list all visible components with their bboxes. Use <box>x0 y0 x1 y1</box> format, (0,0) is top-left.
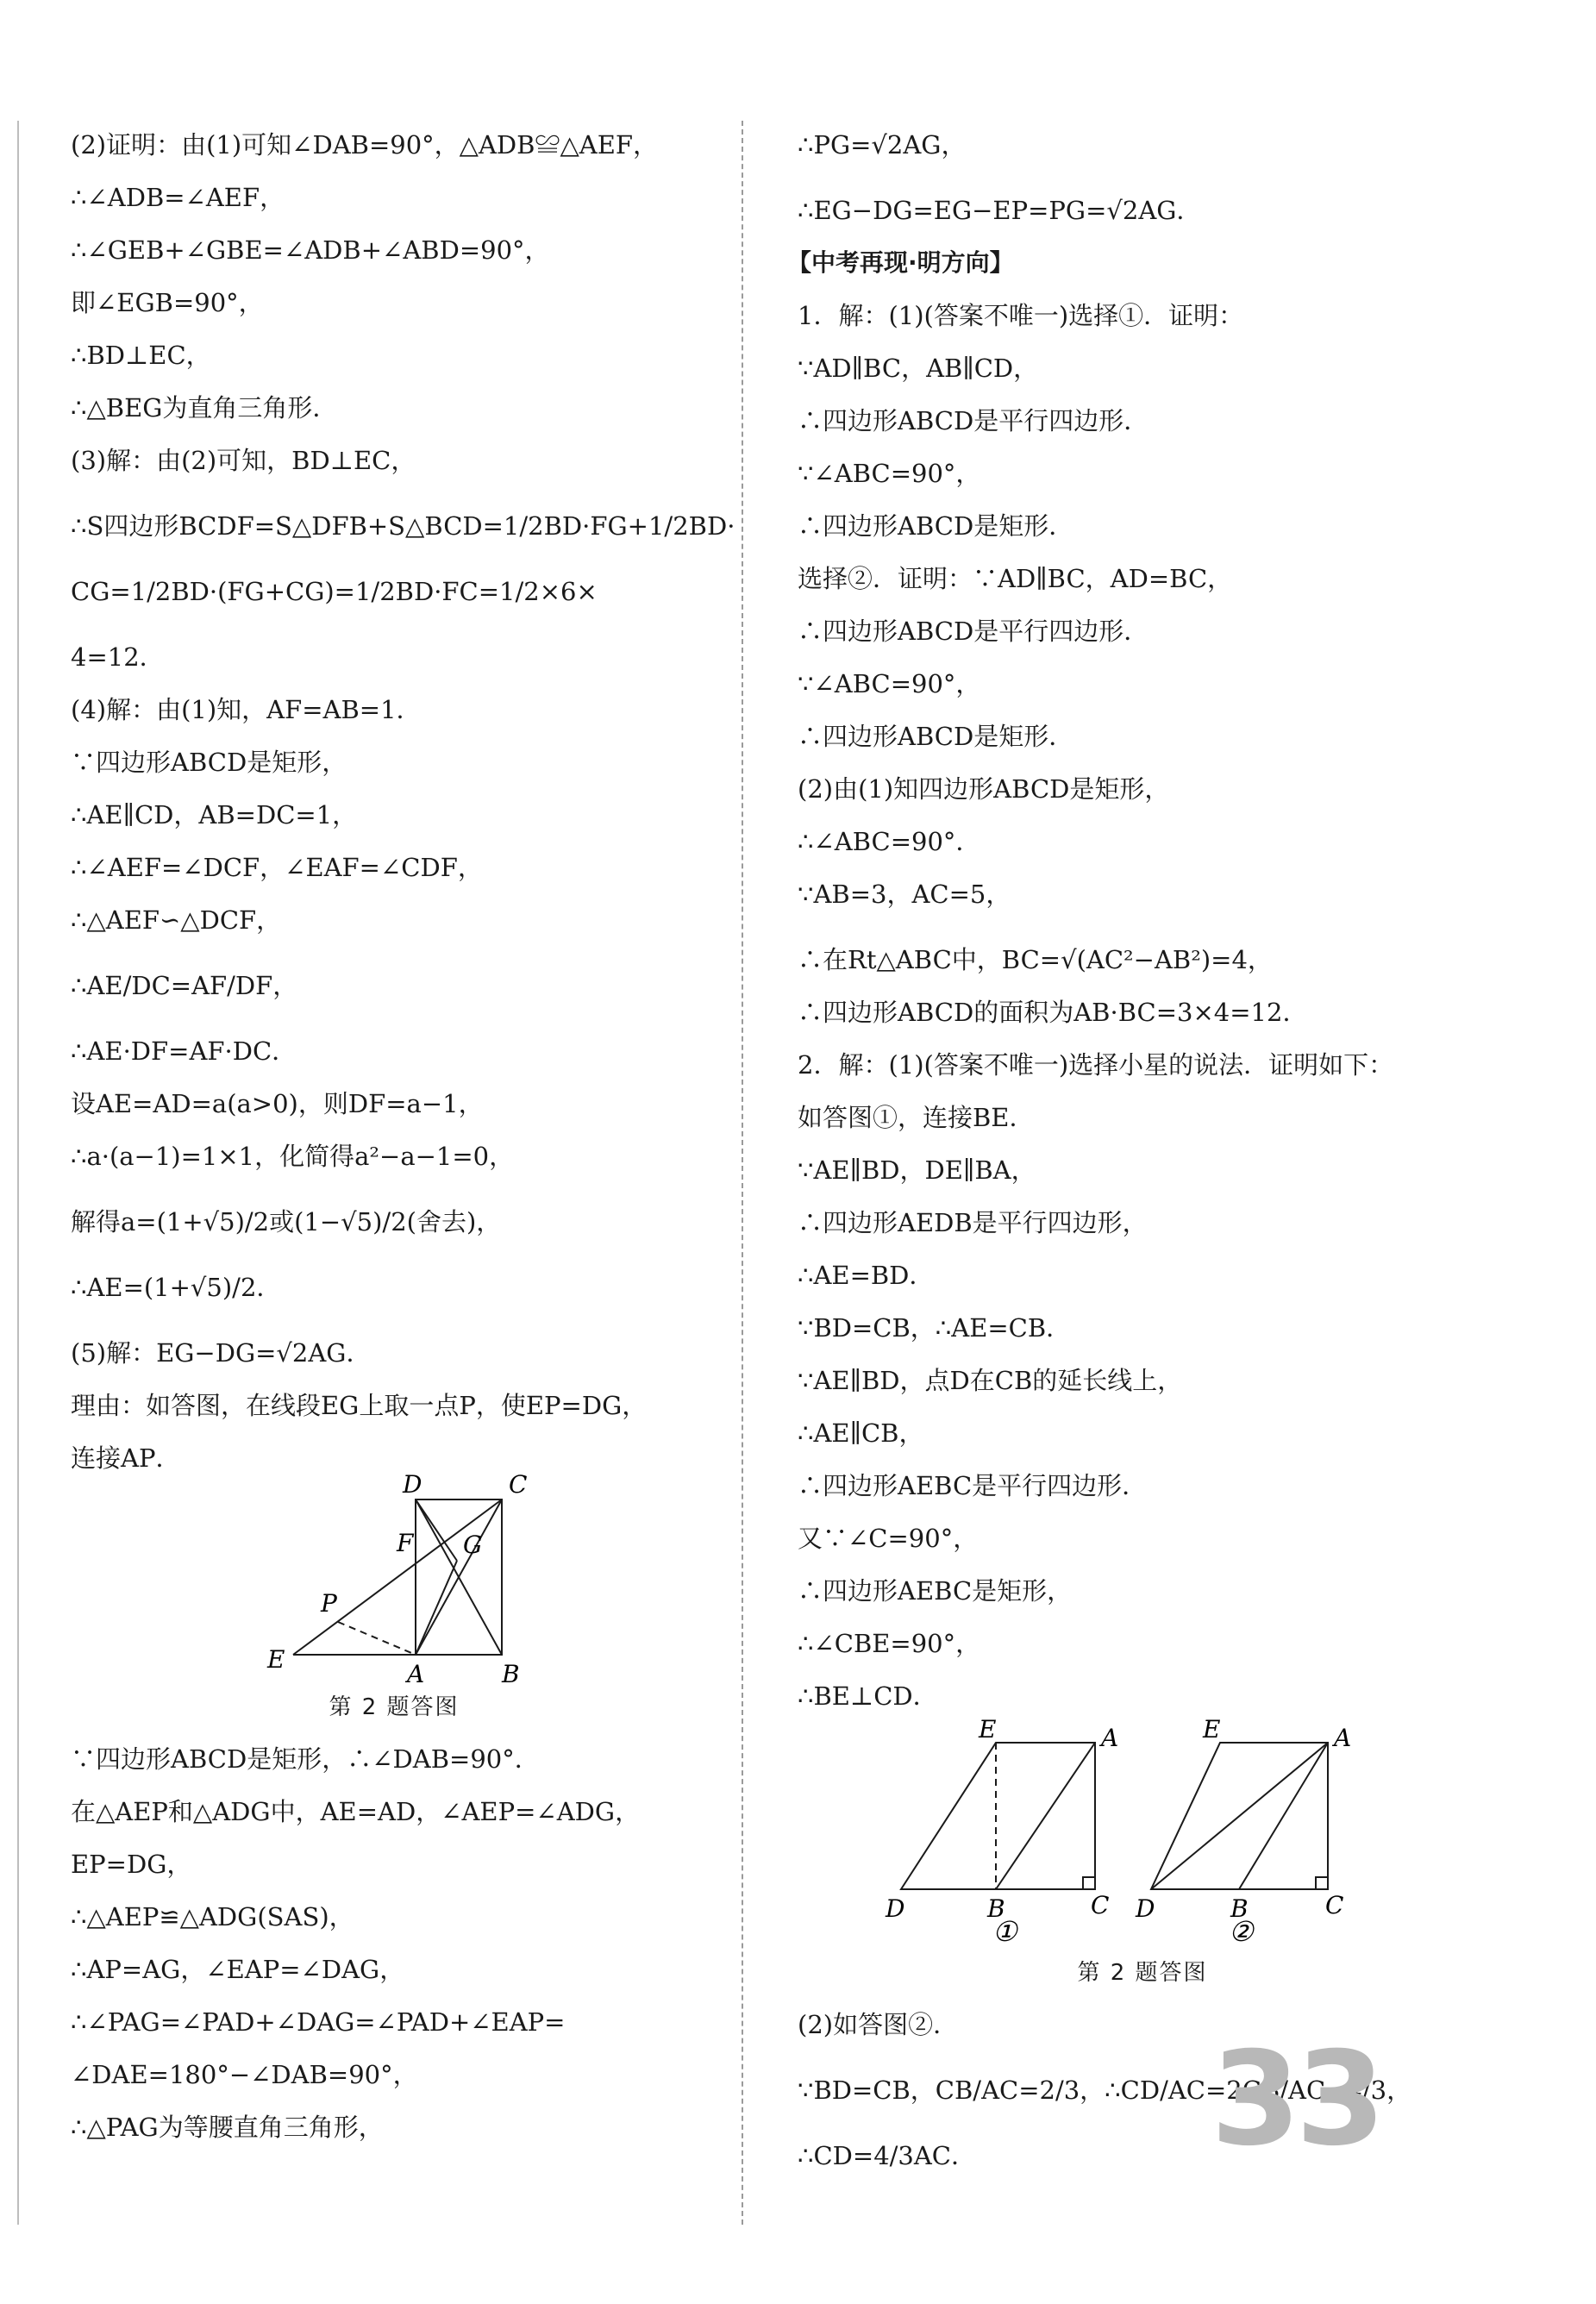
text-line: ∵∠ABC=90°， <box>798 669 981 698</box>
text-line: ∴AE∥CB， <box>798 1418 924 1448</box>
text-line: 理由：如答图，在线段EG上取一点P，使EP=DG， <box>71 1391 648 1420</box>
text-line: (2)由(1)知四边形ABCD是矩形， <box>798 774 1170 804</box>
text-line: ∵AE∥BD，DE∥BA， <box>798 1155 1036 1185</box>
text-line: ∴∠PAG=∠PAD+∠DAG=∠PAD+∠EAP= <box>71 2007 566 2037</box>
text-line: ∴四边形AEBC是矩形， <box>798 1576 1073 1606</box>
label-a: A <box>407 1660 425 1688</box>
segment-ec <box>293 1499 502 1655</box>
text-line: (5)解：EG−DG=√2AG． <box>71 1338 372 1368</box>
text-line: 又∵∠C=90°， <box>798 1524 979 1553</box>
figure-caption: 第 2 题答图 <box>329 1694 460 1720</box>
figure-2-answer <box>71 1470 717 1722</box>
text-line: ∵BD=CB，∴AE=CB． <box>798 1313 1072 1343</box>
text-line: ∴∠GEB+∠GBE=∠ADB+∠ABD=90°， <box>71 235 550 265</box>
fig1-label-c: C <box>1091 1891 1110 1919</box>
fig1-label-e: E <box>979 1715 997 1744</box>
text-line: ∴AE/DC=AF/DF， <box>71 971 298 1000</box>
text-line: ∴S四边形BCDF=S△DFB+S△BCD=1/2BD·FG+1/2BD· <box>71 511 735 541</box>
text-line: ∵四边形ABCD是矩形， <box>71 748 347 777</box>
figure2-right-angle <box>1316 1877 1328 1889</box>
page-number: 33 <box>1211 2025 1380 2175</box>
text-line: 选择②．证明：∵AD∥BC，AD=BC， <box>798 564 1233 593</box>
fig2-label-c: C <box>1325 1891 1344 1919</box>
section-heading: 【中考再现·明方向】 <box>787 248 1014 277</box>
text-line: ∴AE=BD． <box>798 1261 935 1290</box>
text-line: ∵AD∥BC，AB∥CD， <box>798 354 1039 383</box>
label-g: G <box>463 1531 483 1559</box>
text-line: ∴在Rt△ABC中，BC=√(AC²−AB²)=4， <box>798 945 1273 974</box>
label-e: E <box>267 1645 285 1674</box>
text-line: ∴△PAG为等腰直角三角形， <box>71 2113 384 2142</box>
fig1-label-a: A <box>1101 1724 1119 1752</box>
text-line: ∴∠ABC=90°． <box>798 827 981 856</box>
figure1-outline <box>901 1743 1095 1889</box>
text-line: 4=12． <box>71 642 165 672</box>
text-line: ∵AE∥BD，点D在CB的延长线上， <box>798 1366 1183 1395</box>
text-line: ∴△BEG为直角三角形． <box>71 393 338 423</box>
text-line: ∴CD=4/3AC． <box>798 2141 976 2170</box>
text-line: 在△AEP和△ADG中，AE=AD，∠AEP=∠ADG， <box>71 1797 641 1826</box>
text-line: ∴AE∥CD，AB=DC=1， <box>71 800 358 830</box>
label-f: F <box>397 1529 414 1557</box>
text-line: 设AE=AD=a(a>0)，则DF=a−1， <box>71 1089 484 1118</box>
geometry-figures <box>798 1715 1487 1948</box>
segment-ag <box>416 1561 457 1655</box>
label-c: C <box>509 1470 528 1499</box>
fig1-label-d: D <box>886 1894 905 1923</box>
label-p: P <box>321 1589 337 1618</box>
text-line: ∴△AEP≌△ADG(SAS)， <box>71 1902 354 1931</box>
dashed-segment-pa <box>338 1622 416 1655</box>
text-line: ∴∠ADB=∠AEF， <box>71 183 285 212</box>
text-line: ∴△AEF∽△DCF， <box>71 905 282 935</box>
label-d: D <box>403 1470 422 1499</box>
text-line: ∴四边形ABCD的面积为AB·BC=3×4=12． <box>798 998 1308 1027</box>
text-line: ∴BD⊥EC， <box>71 341 211 370</box>
text-line: ∴PG=√2AG， <box>798 130 967 160</box>
fig2-label-e: E <box>1203 1715 1221 1744</box>
text-line: ∴四边形ABCD是矩形． <box>798 511 1074 541</box>
text-line: ∴四边形AEBC是平行四边形． <box>798 1471 1148 1500</box>
text-line: ∴BE⊥CD． <box>798 1681 938 1711</box>
text-line: 如答图①，连接BE． <box>798 1103 1035 1132</box>
text-line: ∵四边形ABCD是矩形，∴∠DAB=90°． <box>71 1744 540 1774</box>
text-line: 解得a=(1+√5)/2或(1−√5)/2(舍去)， <box>71 1207 502 1237</box>
fig2-number: ② <box>1229 1915 1254 1948</box>
text-line: (3)解：由(2)可知，BD⊥EC， <box>71 446 416 475</box>
text-line: (4)解：由(1)知，AF=AB=1． <box>71 695 422 724</box>
text-line: ∠DAE=180°−∠DAB=90°， <box>71 2060 418 2089</box>
right-column <box>787 129 1487 2171</box>
figure2-segment-da <box>1151 1743 1328 1889</box>
fig1-number: ① <box>992 1915 1017 1948</box>
segment-dg <box>416 1499 457 1561</box>
fig1-label-b: B <box>987 1894 1005 1923</box>
figure1-segment-ba <box>996 1743 1095 1889</box>
text-line: 1．解：(1)(答案不唯一)选择①．证明： <box>798 301 1244 330</box>
text-line: ∴四边形AEDB是平行四边形， <box>798 1208 1148 1237</box>
text-line: ∵AB=3，AC=5， <box>798 880 1011 909</box>
text-line: 即∠EGB=90°， <box>71 288 264 317</box>
figure2-segment-ba <box>1239 1743 1328 1889</box>
figure1-right-angle <box>1083 1877 1095 1889</box>
fig2-label-d: D <box>1136 1894 1155 1923</box>
text-line: (2)如答图②． <box>798 2010 959 2039</box>
text-line: 2．解：(1)(答案不唯一)选择小星的说法．证明如下： <box>798 1050 1394 1080</box>
figure-caption: 第 2 题答图 <box>1077 1960 1208 1986</box>
text-line: ∴四边形ABCD是矩形． <box>798 722 1074 751</box>
text-line: ∴四边形ABCD是平行四边形． <box>798 617 1149 646</box>
text-line: CG=1/2BD·(FG+CG)=1/2BD·FC=1/2×6× <box>71 577 598 606</box>
text-line: (2)证明：由(1)可知∠DAB=90°，△ADB≌△AEF， <box>71 130 659 160</box>
text-line: 连接AP． <box>71 1443 181 1473</box>
left-margin-rule <box>17 121 19 2225</box>
text-line: ∴AE·DF=AF·DC． <box>71 1036 297 1066</box>
fig2-label-b: B <box>1230 1894 1249 1923</box>
text-line: ∵BD=CB，CB/AC=2/3，∴CD/AC=2CB/AC=4/3， <box>798 2075 1412 2105</box>
left-column <box>71 129 735 2143</box>
text-line: EP=DG， <box>71 1850 192 1879</box>
text-line: ∴AP=AG，∠EAP=∠DAG， <box>71 1955 405 1984</box>
fig2-label-a: A <box>1334 1724 1352 1752</box>
text-line: ∴a·(a−1)=1×1，化简得a²−a−1=0， <box>71 1142 515 1171</box>
text-line: ∴∠AEF=∠DCF，∠EAF=∠CDF， <box>71 853 483 882</box>
column-divider <box>742 121 743 2225</box>
text-line: ∵∠ABC=90°， <box>798 459 981 488</box>
text-line: ∴AE=(1+√5)/2． <box>71 1273 282 1302</box>
text-line: ∴EG−DG=EG−EP=PG=√2AG． <box>798 196 1202 225</box>
text-line: ∴∠CBE=90°， <box>798 1629 981 1658</box>
text-line: ∴四边形ABCD是平行四边形． <box>798 406 1149 435</box>
label-b: B <box>502 1660 520 1688</box>
geometry-figure <box>71 1470 717 1689</box>
figure-2-answer-pair <box>798 1715 1487 1988</box>
